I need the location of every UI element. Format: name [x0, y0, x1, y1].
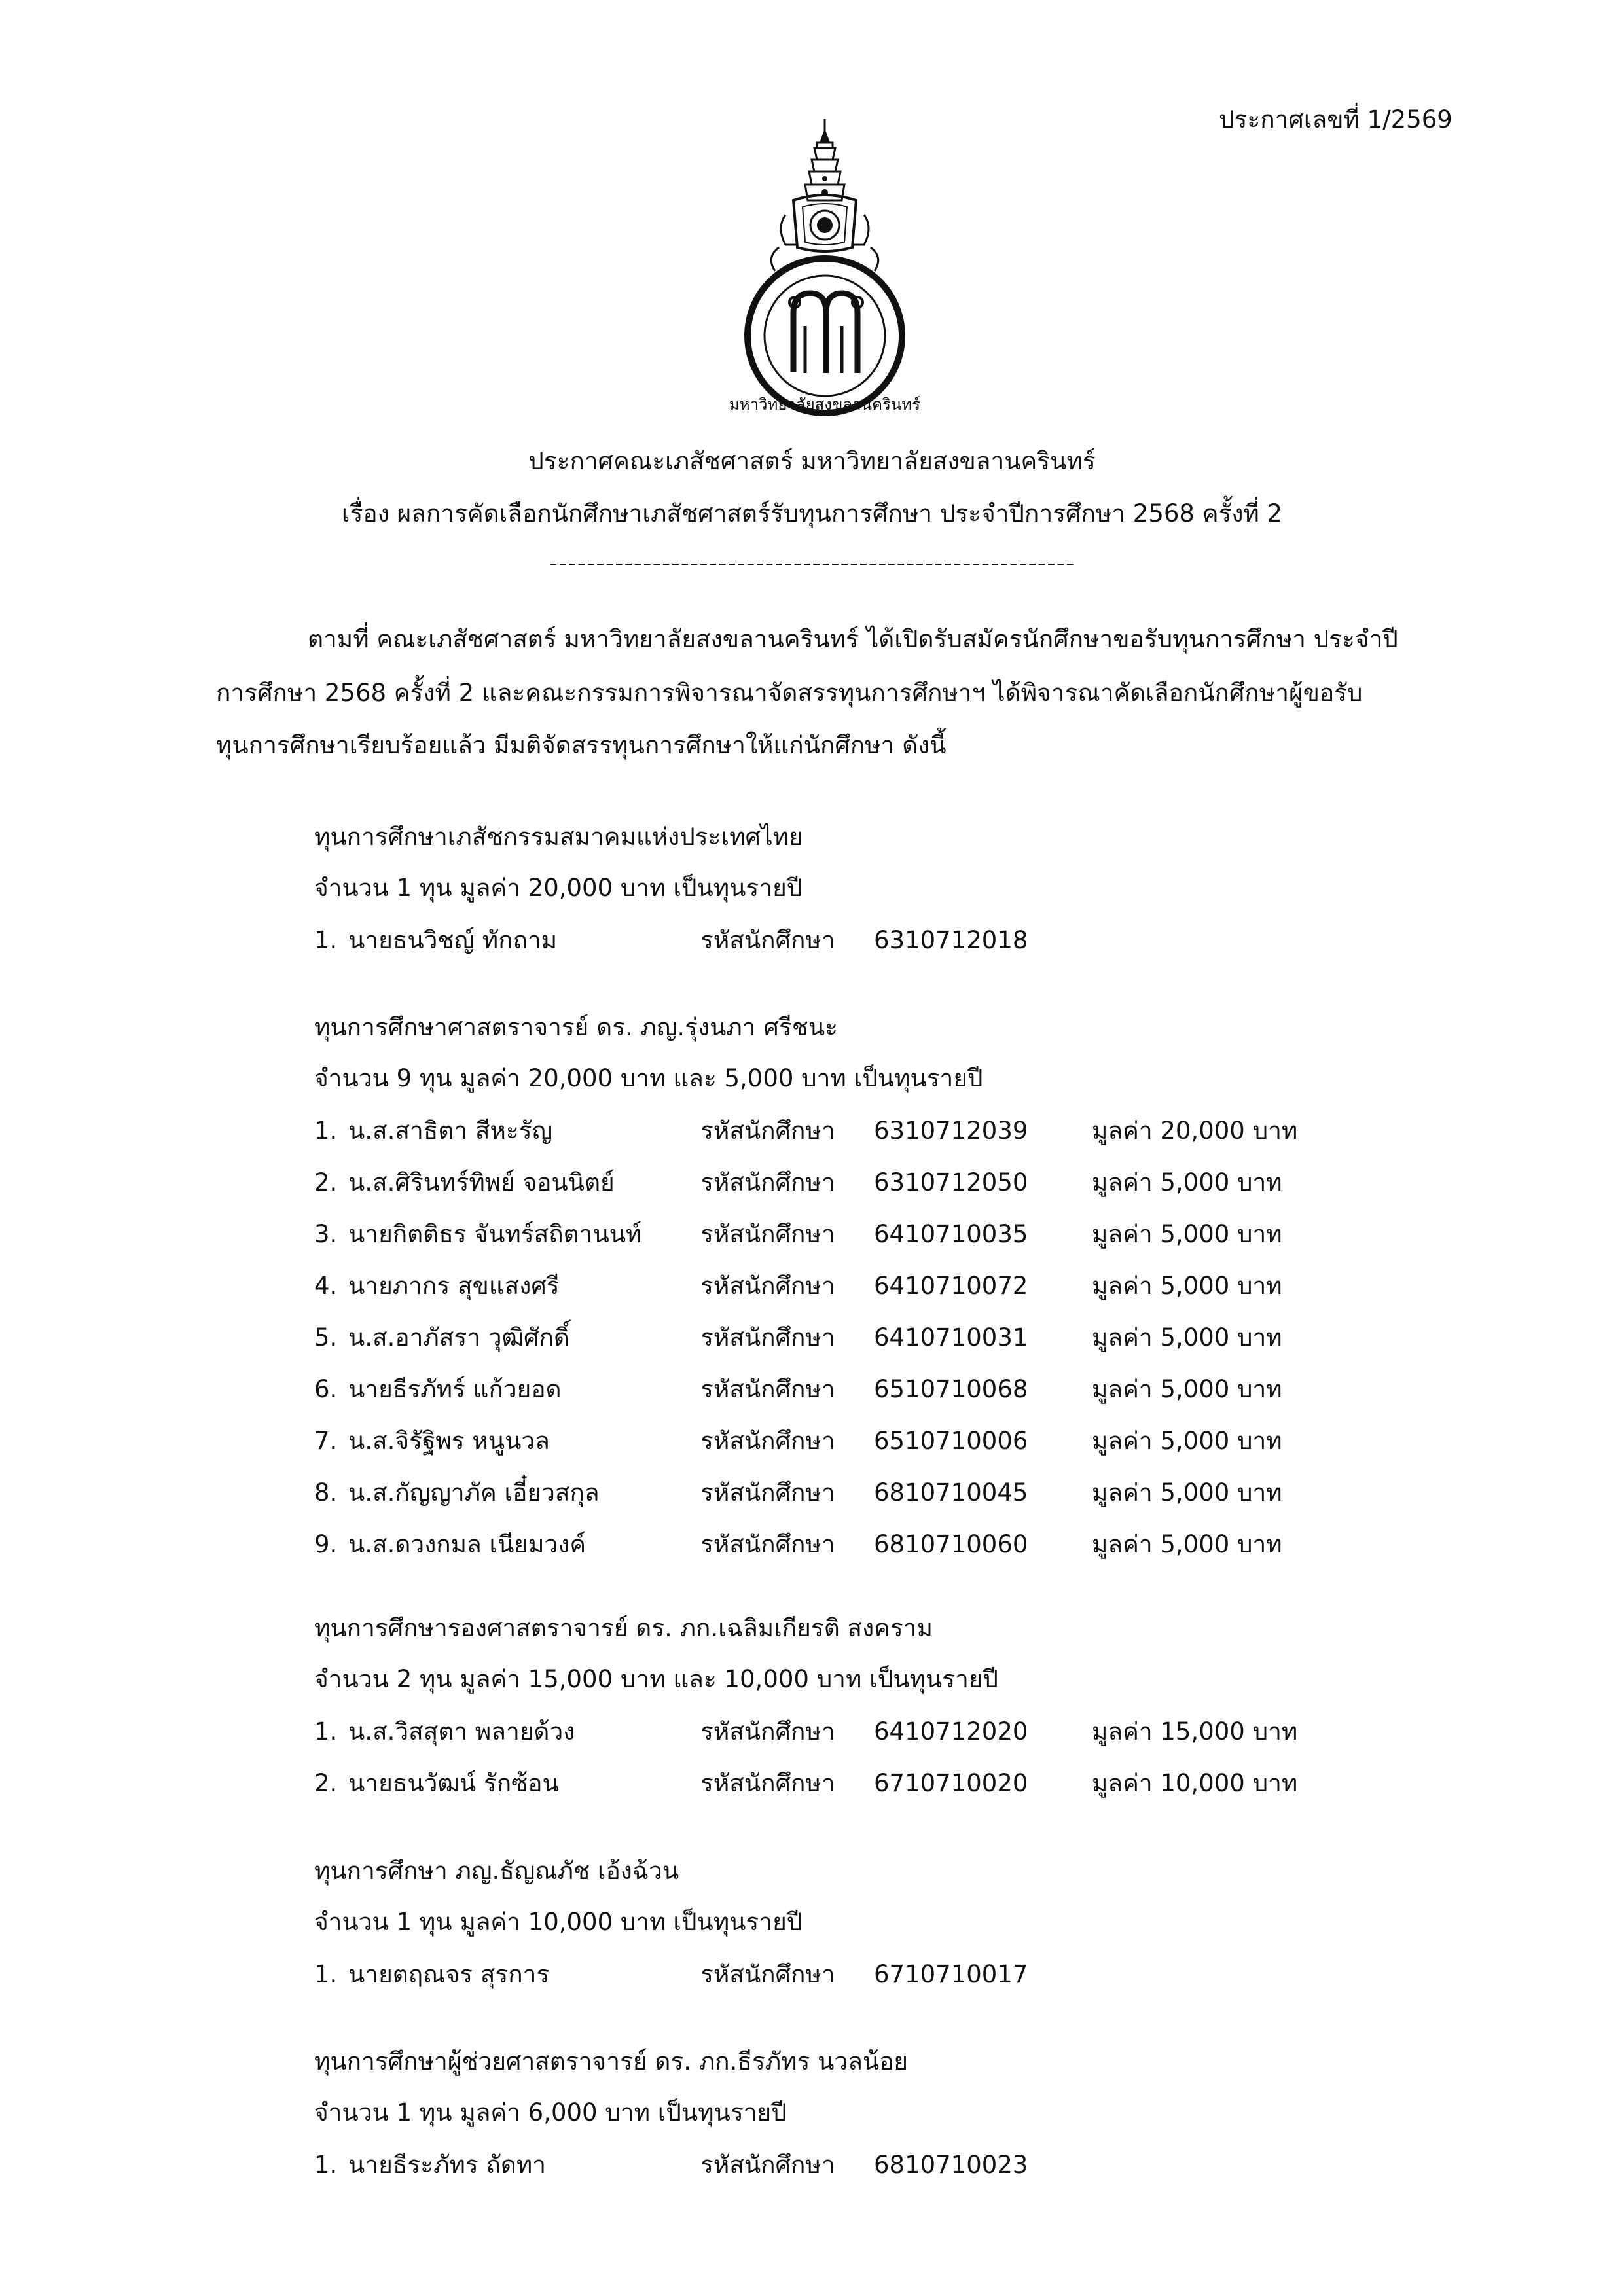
- scholarship-name: ทุนการศึกษาศาสตราจารย์ ดร. ภญ.รุ่งนภา ศรีชนะ: [314, 1013, 838, 1041]
- recipient-number: 1.: [314, 1117, 338, 1145]
- recipient-name: น.ส.อาภัสรา วุฒิศักดิ์: [348, 1323, 569, 1352]
- student-id-label: รหัสนักศึกษา: [700, 1168, 835, 1196]
- recipient-row: [0, 2153, 1624, 2183]
- recipient-row: [0, 928, 1624, 958]
- student-id-label: รหัสนักศึกษา: [700, 1272, 835, 1300]
- student-id: 6310712039: [874, 1117, 1028, 1145]
- student-id-label: รหัสนักศึกษา: [700, 1717, 835, 1746]
- scholarship-amount: มูลค่า 5,000 บาท: [1092, 1168, 1282, 1196]
- scholarship-name: ทุนการศึกษาผู้ช่วยศาสตราจารย์ ดร. ภก.ธีรภัทร นวลน้อย: [314, 2047, 909, 2075]
- student-id-label: รหัสนักศึกษา: [700, 1769, 835, 1797]
- recipient-number: 1.: [314, 926, 338, 954]
- document-number: ประกาศเลขที่ 1/2569: [1219, 105, 1453, 134]
- recipient-name: น.ส.จิรัฐิพร หนูนวล: [348, 1427, 550, 1455]
- scholarship-amount: มูลค่า 5,000 บาท: [1092, 1323, 1282, 1352]
- student-id: 6410710072: [874, 1272, 1028, 1300]
- student-id-label: รหัสนักศึกษา: [700, 2151, 835, 2179]
- scholarship-amount: มูลค่า 5,000 บาท: [1092, 1479, 1282, 1507]
- recipient-name: นายตฤณจร สุรการ: [348, 1960, 550, 1988]
- recipient-number: 3.: [314, 1220, 338, 1248]
- intro-paragraph-line: ทุนการศึกษาเรียบร้อยแล้ว มีมติจัดสรรทุนการศึกษาให้แก่นักศึกษา ดังนี้: [216, 731, 947, 759]
- student-id: 6510710068: [874, 1375, 1028, 1403]
- recipient-number: 4.: [314, 1272, 338, 1300]
- scholarship-detail: จำนวน 9 ทุน มูลค่า 20,000 บาท และ 5,000 บาท เป็นทุนรายปี: [314, 1064, 983, 1092]
- scholarship-detail: จำนวน 1 ทุน มูลค่า 10,000 บาท เป็นทุนรายปี: [314, 1908, 803, 1936]
- student-id-label: รหัสนักศึกษา: [700, 1530, 835, 1558]
- scholarship-amount: มูลค่า 10,000 บาท: [1092, 1769, 1298, 1797]
- recipient-number: 9.: [314, 1530, 338, 1558]
- title-divider: --------------------------------------------------------: [549, 549, 1075, 577]
- student-id: 6410710035: [874, 1220, 1028, 1248]
- student-id: 6510710006: [874, 1427, 1028, 1455]
- scholarship-name: ทุนการศึกษา ภญ.ธัญณภัช เอ้งฉ้วน: [314, 1857, 679, 1885]
- recipient-name: น.ส.กัญญาภัค เอี๋ยวสกุล: [348, 1479, 600, 1507]
- student-id: 6710710020: [874, 1769, 1028, 1797]
- recipient-row: [0, 1719, 1624, 1749]
- scholarship-name: ทุนการศึกษารองศาสตราจารย์ ดร. ภก.เฉลิมเกียรติ สงคราม: [314, 1614, 933, 1642]
- scholarship-amount: มูลค่า 20,000 บาท: [1092, 1117, 1298, 1145]
- recipient-row: [0, 1170, 1624, 1200]
- recipient-name: นายธนวิชญ์ ทักถาม: [348, 926, 558, 954]
- recipient-row: [0, 1119, 1624, 1149]
- scholarship-amount: มูลค่า 5,000 บาท: [1092, 1375, 1282, 1403]
- recipient-name: นายกิตติธร จันทร์สถิตานนท์: [348, 1220, 642, 1248]
- recipient-number: 2.: [314, 1769, 338, 1797]
- intro-paragraph-line: ตามที่ คณะเภสัชศาสตร์ มหาวิทยาลัยสงขลานครินทร์ ได้เปิดรับสมัครนักศึกษาขอรับทุนการศึกษา ประจำปี: [308, 625, 1398, 653]
- announcement-subject: เรื่อง ผลการคัดเลือกนักศึกษาเภสัชศาสตร์รับทุนการศึกษา ประจำปีการศึกษา 2568 ครั้งที่ 2: [341, 499, 1283, 528]
- scholarship-amount: มูลค่า 5,000 บาท: [1092, 1272, 1282, 1300]
- scholarship-amount: มูลค่า 5,000 บาท: [1092, 1530, 1282, 1558]
- recipient-row: [0, 1532, 1624, 1562]
- student-id: 6810710045: [874, 1479, 1028, 1507]
- recipient-number: 2.: [314, 1168, 338, 1196]
- student-id-label: รหัสนักศึกษา: [700, 1117, 835, 1145]
- student-id-label: รหัสนักศึกษา: [700, 926, 835, 954]
- student-id-label: รหัสนักศึกษา: [700, 1375, 835, 1403]
- student-id: 6310712018: [874, 926, 1028, 954]
- scholarship-name: ทุนการศึกษาเภสัชกรรมสมาคมแห่งประเทศไทย: [314, 823, 803, 851]
- recipient-row: [0, 1962, 1624, 1992]
- recipient-name: น.ส.สาธิตา สีหะรัญ: [348, 1117, 553, 1145]
- recipient-number: 1.: [314, 1960, 338, 1988]
- recipient-name: นายธีระภัทร ถัดทา: [348, 2151, 547, 2179]
- student-id: 6410710031: [874, 1323, 1028, 1352]
- recipient-row: [0, 1222, 1624, 1252]
- student-id: 6310712050: [874, 1168, 1028, 1196]
- recipient-row: [0, 1274, 1624, 1304]
- recipient-name: น.ส.ดวงกมล เนียมวงค์: [348, 1530, 586, 1558]
- university-logo-icon: [729, 117, 921, 424]
- student-id-label: รหัสนักศึกษา: [700, 1427, 835, 1455]
- student-id: 6410712020: [874, 1717, 1028, 1746]
- scholarship-detail: จำนวน 1 ทุน มูลค่า 6,000 บาท เป็นทุนรายปี: [314, 2098, 787, 2126]
- student-id-label: รหัสนักศึกษา: [700, 1323, 835, 1352]
- student-id-label: รหัสนักศึกษา: [700, 1479, 835, 1507]
- recipient-name: น.ส.วิสสุตา พลายด้วง: [348, 1717, 575, 1746]
- recipient-name: น.ส.ศิรินทร์ทิพย์ จอนนิตย์: [348, 1168, 615, 1196]
- scholarship-detail: จำนวน 2 ทุน มูลค่า 15,000 บาท และ 10,000 บาท เป็นทุนรายปี: [314, 1665, 999, 1693]
- student-id-label: รหัสนักศึกษา: [700, 1220, 835, 1248]
- recipient-row: [0, 1771, 1624, 1801]
- recipient-number: 1.: [314, 2151, 338, 2179]
- svg-text:มหาวิทยาลัยสงขลานครินทร์: มหาวิทยาลัยสงขลานครินทร์: [729, 395, 921, 414]
- student-id-label: รหัสนักศึกษา: [700, 1960, 835, 1988]
- recipient-row: [0, 1325, 1624, 1355]
- student-id: 6810710023: [874, 2151, 1028, 2179]
- student-id: 6710710017: [874, 1960, 1028, 1988]
- scholarship-amount: มูลค่า 5,000 บาท: [1092, 1220, 1282, 1248]
- recipient-name: นายภากร สุขแสงศรี: [348, 1272, 560, 1300]
- scholarship-detail: จำนวน 1 ทุน มูลค่า 20,000 บาท เป็นทุนรายปี: [314, 874, 803, 902]
- announcement-title: ประกาศคณะเภสัชศาสตร์ มหาวิทยาลัยสงขลานครินทร์: [528, 447, 1096, 475]
- intro-paragraph-line: การศึกษา 2568 ครั้งที่ 2 และคณะกรรมการพิจารณาจัดสรรทุนการศึกษาฯ ได้พิจารณาคัดเลือกนักศึกษาผู้ขอรับ: [216, 679, 1363, 707]
- scholarship-amount: มูลค่า 5,000 บาท: [1092, 1427, 1282, 1455]
- recipient-name: นายธนวัฒน์ รักซ้อน: [348, 1769, 559, 1797]
- student-id: 6810710060: [874, 1530, 1028, 1558]
- recipient-number: 7.: [314, 1427, 338, 1455]
- scholarship-amount: มูลค่า 15,000 บาท: [1092, 1717, 1298, 1746]
- recipient-number: 6.: [314, 1375, 338, 1403]
- recipient-number: 8.: [314, 1479, 338, 1507]
- recipient-row: [0, 1429, 1624, 1459]
- recipient-row: [0, 1377, 1624, 1407]
- recipient-row: [0, 1480, 1624, 1511]
- recipient-name: นายธีรภัทร์ แก้วยอด: [348, 1375, 562, 1403]
- recipient-number: 1.: [314, 1717, 338, 1746]
- recipient-number: 5.: [314, 1323, 338, 1352]
